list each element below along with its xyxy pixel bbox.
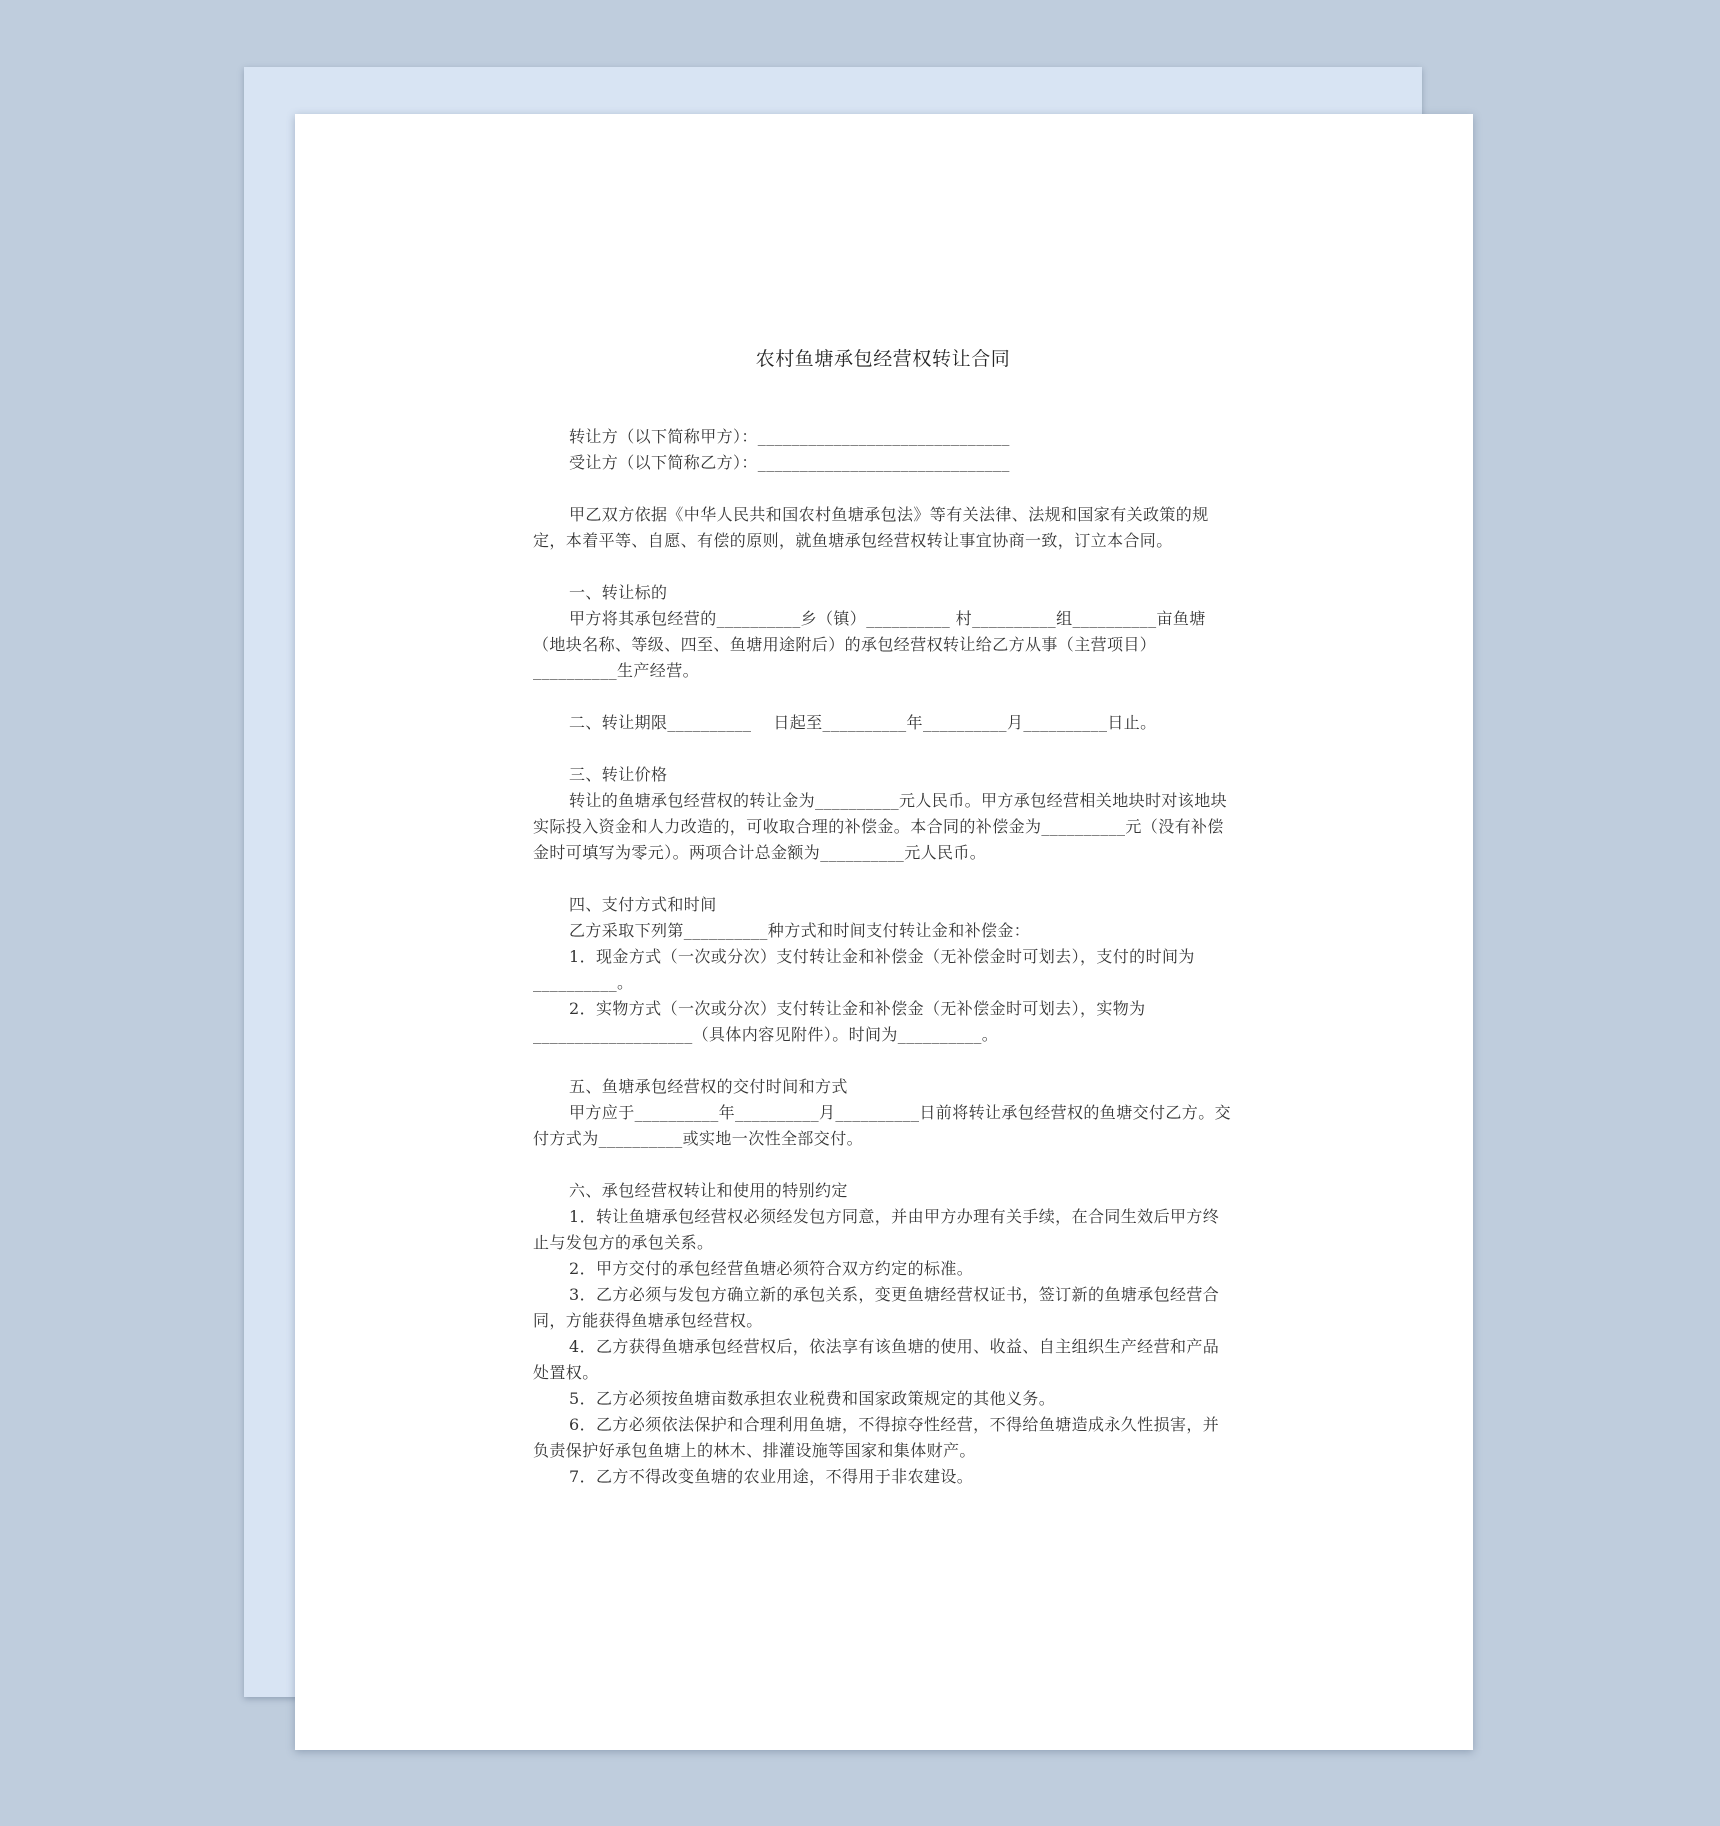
section-6-item-5: 5．乙方必须按鱼塘亩数承担农业税费和国家政策规定的其他义务。 [569,1389,1056,1408]
section-6-item-6: 6．乙方必须依法保护和合理利用鱼塘，不得掠夺性经营，不得给鱼塘造成永久性损害，并负责保护好承包鱼塘上的林木、排灌设施等国家和集体财产。 [533,1415,1220,1460]
section-3-paragraph: 转让的鱼塘承包经营权的转让金为__________元人民币。甲方承包经营相关地块时对该地块实际投入资金和人力改造的，可收取合理的补偿金。本合同的补偿金为__________元（没有补偿金时可填写为零元）。两项合计总金额为__________元人民币。 [533,791,1228,862]
document-title: 农村鱼塘承包经营权转让合同 [755,348,1011,370]
section-6-item-2: 2．甲方交付的承包经营鱼塘必须符合双方约定的标准。 [569,1259,974,1278]
section-5-paragraph: 甲方应于__________年__________月__________日前将转让承包经营权的鱼塘交付乙方。交付方式为__________或实地一次性全部交付。 [533,1103,1232,1148]
party-b-line: 受让方（以下简称乙方）：______________________________ [569,453,1010,472]
section-4-item-2: 2．实物方式（一次或分次）支付转让金和补偿金（无补偿金时可划去），实物为___________________（具体内容见附件）。时间为__________。 [533,999,1146,1044]
section-4-heading: 四、支付方式和时间 [569,895,717,914]
section-5-heading: 五、鱼塘承包经营权的交付时间和方式 [569,1077,848,1096]
section-6-heading: 六、承包经营权转让和使用的特别约定 [569,1181,848,1200]
section-4-intro: 乙方采取下列第__________种方式和时间支付转让金和补偿金： [569,921,1031,940]
section-1-heading: 一、转让标的 [569,583,668,602]
section-6-item-4: 4．乙方获得鱼塘承包经营权后，依法享有该鱼塘的使用、收益、自主组织生产经营和产品处置权。 [533,1337,1220,1382]
preamble-paragraph: 甲乙双方依据《中华人民共和国农村鱼塘承包法》等有关法律、法规和国家有关政策的规定，本着平等、自愿、有偿的原则，就鱼塘承包经营权转让事宜协商一致，订立本合同。 [533,505,1209,550]
section-3-heading: 三、转让价格 [569,765,668,784]
section-6-item-3: 3．乙方必须与发包方确立新的承包关系，变更鱼塘经营权证书，签订新的鱼塘承包经营合同，方能获得鱼塘承包经营权。 [533,1285,1220,1330]
contract-document [533,346,1233,1490]
section-6-item-1: 1．转让鱼塘承包经营权必须经发包方同意，并由甲方办理有关手续，在合同生效后甲方终止与发包方的承包关系。 [533,1207,1220,1252]
section-4-item-1: 1．现金方式（一次或分次）支付转让金和补偿金（无补偿金时可划去），支付的时间为__________。 [533,947,1195,992]
front-paper-sheet [295,114,1473,1750]
section-1-paragraph: 甲方将其承包经营的__________乡（镇）__________ 村__________组__________亩鱼塘（地块名称、等级、四至、鱼塘用途附后）的承包经营权转让给乙方从事（主营项目）__________生产经营。 [533,609,1206,680]
party-a-line: 转让方（以下简称甲方）：______________________________ [569,427,1010,446]
section-2-paragraph: 二、转让期限__________ 日起至__________年__________月__________日止。 [569,713,1157,732]
section-6-item-7: 7．乙方不得改变鱼塘的农业用途，不得用于非农建设。 [569,1467,974,1486]
